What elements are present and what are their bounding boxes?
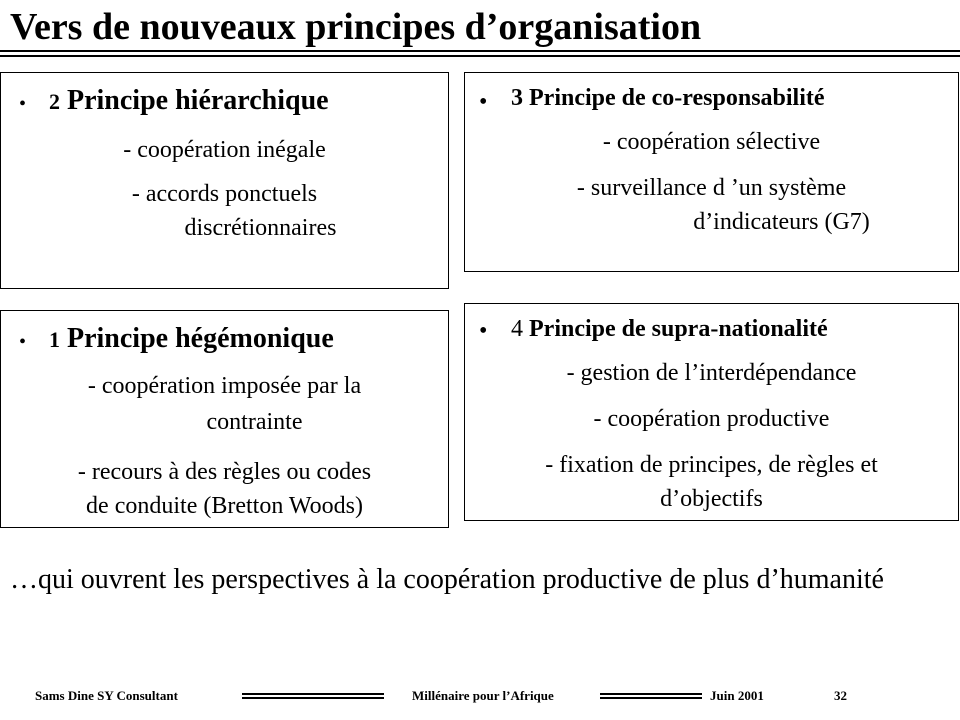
box-line: - accords ponctuels <box>131 181 318 207</box>
bullet: • <box>479 318 488 344</box>
slide-footer <box>0 688 960 708</box>
box-line: - coopération inégale <box>123 137 326 163</box>
principle-number: 2 <box>49 89 60 114</box>
box-line: de conduite (Bretton Woods) <box>86 493 363 519</box>
box-heading <box>511 85 825 112</box>
principle-title: Principe hégémonique <box>67 323 334 354</box>
footer-rule <box>600 693 702 699</box>
box-line: discrétionnaires <box>184 215 337 241</box>
bullet: • <box>19 93 27 115</box>
box-line: contrainte <box>206 409 303 435</box>
box-line: - fixation de principes, de règles et <box>545 452 878 478</box>
bullet: • <box>479 89 488 115</box>
footer-center-text: Millénaire pour l’Afrique <box>412 688 554 703</box>
box-line: - coopération productive <box>593 406 830 432</box>
box-heading <box>511 316 828 343</box>
box-heading <box>49 85 329 117</box>
footer-rule <box>242 693 384 699</box>
box-heading <box>49 323 334 355</box>
box-principe-hegemonique <box>0 310 449 528</box>
box-line: d’indicateurs (G7) <box>693 209 870 235</box>
principle-number: 3 <box>511 85 523 111</box>
footer-author: Sams Dine SY Consultant <box>35 688 178 703</box>
title-underline <box>0 50 960 57</box>
box-line: - coopération imposée par la <box>87 373 362 399</box>
box-line: - surveillance d ’un système <box>576 175 847 201</box>
box-line: d’objectifs <box>660 486 763 512</box>
principle-title: Principe de supra-nationalité <box>529 316 828 342</box>
box-line: - coopération sélective <box>602 129 821 155</box>
footer-date: Juin 2001 <box>710 688 764 703</box>
bullet: • <box>19 331 27 353</box>
page-number: 32 <box>834 688 847 703</box>
box-line: - gestion de l’interdépendance <box>566 360 857 386</box>
principle-title: Principe hiérarchique <box>67 85 329 116</box>
box-principe-hierarchique <box>0 72 449 289</box>
principle-number: 1 <box>49 327 60 352</box>
conclusion-text: …qui ouvrent les perspectives à la coopération productive de plus d’humanité <box>10 564 884 595</box>
box-principe-supranationalite <box>464 303 959 521</box>
box-principe-coresponsabilite <box>464 72 959 272</box>
slide-title: Vers de nouveaux principes d’organisation <box>10 6 702 48</box>
box-line: - recours à des règles ou codes <box>77 459 372 485</box>
principle-number: 4 <box>511 316 523 342</box>
principle-title: Principe de co-responsabilité <box>529 85 825 111</box>
